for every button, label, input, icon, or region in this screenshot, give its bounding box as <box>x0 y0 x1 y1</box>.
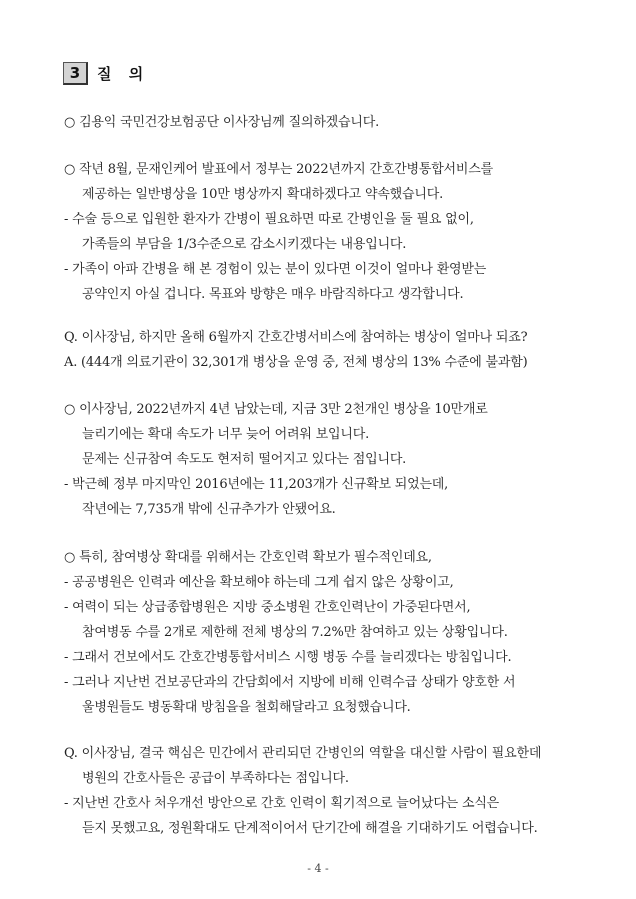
text-line: Q. 이사장님, 결국 핵심은 민간에서 관리되던 간병인의 역할을 대신할 사람이 필요한데 <box>64 746 542 761</box>
text-line: 울병원들도 병동확대 방침을을 철회해달라고 요청했습니다. <box>82 700 411 715</box>
text-line: 병원의 간호사들은 공급이 부족하다는 점입니다. <box>82 771 349 786</box>
text-line: 작년에는 7,735개 밖에 신규추가가 안됐어요. <box>82 502 336 517</box>
text-line: 참여병동 수를 2개로 제한해 전체 병상의 7.2%만 참여하고 있는 상황입니다. <box>82 625 508 640</box>
text-line: 가족들의 부담을 1/3수준으로 감소시키겠다는 내용입니다. <box>82 237 407 252</box>
section-title: 질 의 <box>97 65 150 83</box>
page-number: - 4 - <box>307 862 329 875</box>
text-line: - 가족이 아파 간병을 해 본 경험이 있는 분이 있다면 이것이 얼마나 환영받는 <box>64 262 487 277</box>
text-line: ○ 작년 8월, 문재인케어 발표에서 정부는 2022년까지 간호간병통합서비스를 <box>64 162 493 177</box>
text-line: - 수술 등으로 입원한 환자가 간병이 필요하면 따로 간병인을 둘 필요 없이, <box>64 212 474 227</box>
text-line: 문제는 신규참여 속도도 현저히 떨어지고 있다는 점입니다. <box>82 452 407 467</box>
text-line: ○ 이사장님, 2022년까지 4년 남았는데, 지금 3만 2천개인 병상을 10만개로 <box>64 402 488 417</box>
section-header <box>63 62 149 85</box>
text-line: 공약인지 아실 겁니다. 목표와 방향은 매우 바람직하다고 생각합니다. <box>82 287 464 302</box>
text-line: ○ 김용익 국민건강보험공단 이사장님께 질의하겠습니다. <box>64 115 380 130</box>
text-line: - 그래서 건보에서도 간호간병통합서비스 시행 병동 수를 늘리겠다는 방침입니다. <box>64 650 512 665</box>
section-number-box: 3 <box>63 62 88 85</box>
text-line: - 그러나 지난번 건보공단과의 간담회에서 지방에 비해 인력수급 상태가 양호한 서 <box>64 675 516 690</box>
text-line: Q. 이사장님, 하지만 올해 6월까지 간호간병서비스에 참여하는 병상이 얼마나 되죠? <box>64 330 528 345</box>
text-line: - 공공병원은 인력과 예산을 확보해야 하는데 그게 쉽지 않은 상황이고, <box>64 575 454 590</box>
text-line: 제공하는 일반병상을 10만 병상까지 확대하겠다고 약속했습니다. <box>82 187 444 202</box>
text-line: A. (444개 의료기관이 32,301개 병상을 운영 중, 전체 병상의 13% 수준에 불과함) <box>64 355 528 370</box>
text-line: 늘리기에는 확대 속도가 너무 늦어 어려워 보입니다. <box>82 427 370 442</box>
text-line: - 박근혜 정부 마지막인 2016년에는 11,203개가 신규확보 되었는데, <box>64 477 449 492</box>
text-line: 듣지 못했고요, 정원확대도 단계적이어서 단기간에 해결을 기대하기도 어렵습니다. <box>82 821 538 836</box>
text-line: - 여력이 되는 상급종합병원은 지방 중소병원 간호인력난이 가중된다면서, <box>64 600 471 615</box>
text-line: - 지난번 간호사 처우개선 방안으로 간호 인력이 획기적으로 늘어났다는 소식은 <box>64 796 500 811</box>
text-line: ○ 특히, 참여병상 확대를 위해서는 간호인력 확보가 필수적인데요, <box>64 550 432 565</box>
